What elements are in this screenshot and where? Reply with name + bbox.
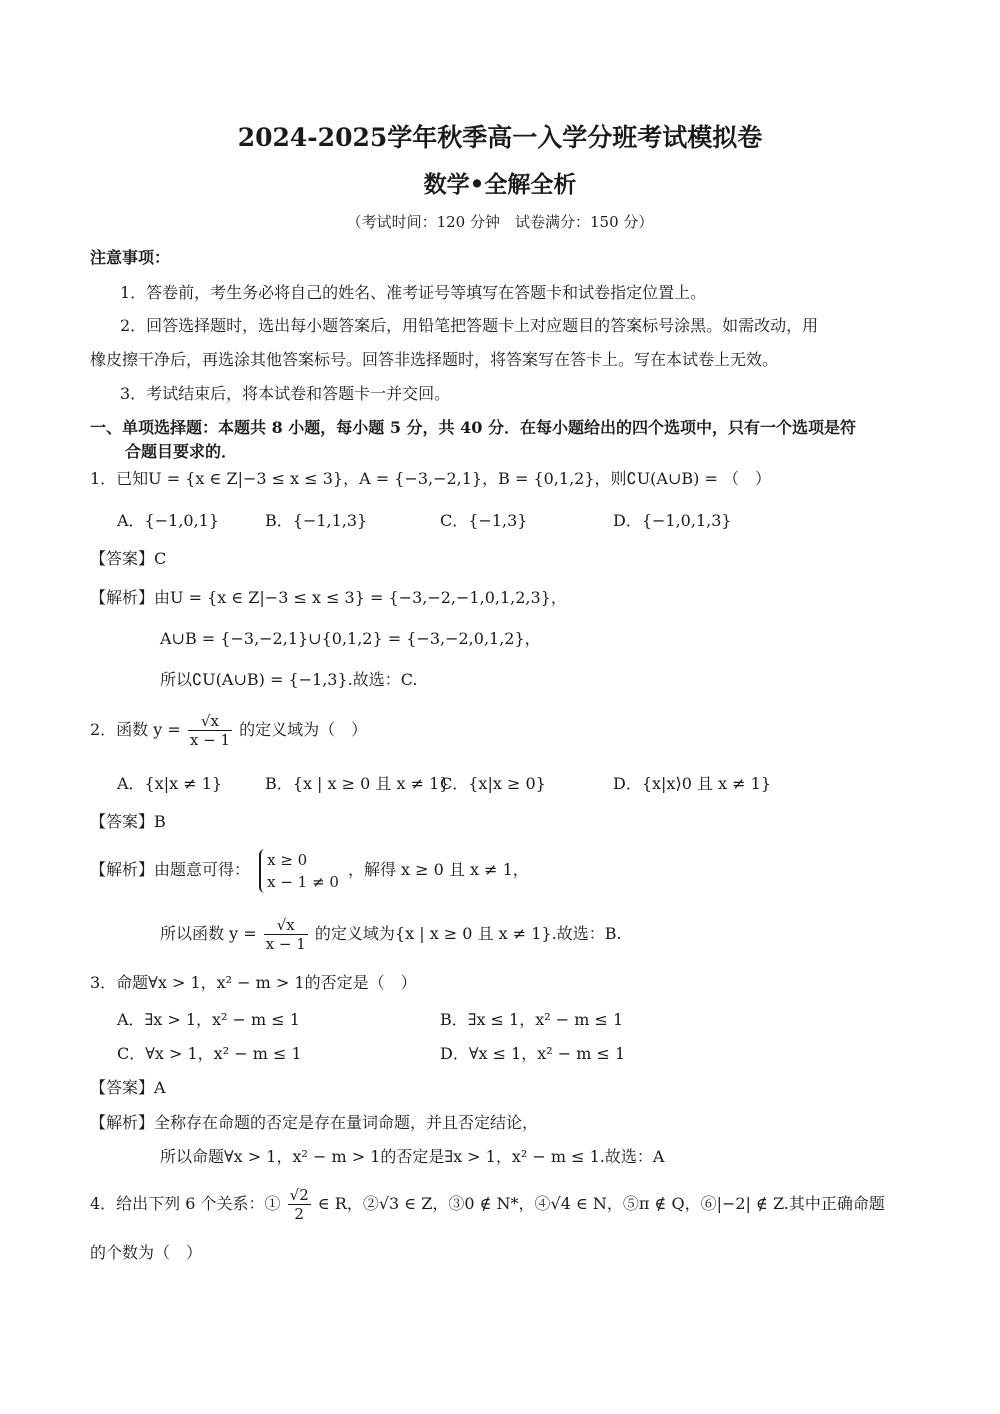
q2-system-row-1: x ≥ 0 bbox=[267, 850, 308, 869]
exam-subtitle: 数学•全解全析 bbox=[423, 171, 577, 198]
q3-answer: 【答案】A bbox=[90, 1078, 166, 1097]
q3-analysis-2: 所以命题∀x > 1，x² − m > 1的否定是∃x > 1，x² − m ≤ 1.故选：A bbox=[160, 1147, 665, 1166]
q3-option-c: C．∀x > 1，x² − m ≤ 1 bbox=[117, 1044, 302, 1063]
q2-analysis-1 bbox=[90, 846, 529, 894]
q2-analysis-fraction bbox=[264, 916, 308, 953]
q4-stem-post: ∈ R，②√3 ∈ Z，③0 ∉ N*，④√4 ∈ N，⑤π ∉ Q，⑥|−2| ∉ Z.其中正确命题 bbox=[317, 1194, 885, 1213]
q4-fraction bbox=[288, 1186, 311, 1223]
q3-stem: 3．命题∀x > 1，x² − m > 1的否定是（ ） bbox=[90, 973, 417, 992]
q4-fraction-num: √2 bbox=[289, 1186, 309, 1204]
q2-inequality-system bbox=[259, 849, 339, 893]
q2-stem-pre: 2．函数 y = bbox=[90, 720, 181, 739]
q1-analysis-1: 【解析】由U = {x ∈ Z|−3 ≤ x ≤ 3} = {−3,−2,−1,0,1,2,3}， bbox=[90, 588, 567, 607]
q1-option-a: A．{−1,0,1} bbox=[117, 511, 220, 530]
q2-analysis-post: ，解得 x ≥ 0 且 x ≠ 1， bbox=[347, 860, 529, 879]
q2-analysis-2 bbox=[160, 912, 622, 956]
q1-analysis-3: 所以∁U(A∪B) = {−1,3}.故选：C. bbox=[160, 670, 418, 689]
q2-analysis-fraction-den: x − 1 bbox=[265, 935, 306, 953]
section-heading-cont: 合题目要求的． bbox=[125, 442, 238, 461]
q2-analysis-fraction-num: √x bbox=[264, 916, 308, 935]
q1-answer: 【答案】C bbox=[90, 549, 167, 568]
q2-fraction-den: x − 1 bbox=[189, 731, 231, 749]
q3-option-b: B．∃x ≤ 1，x² − m ≤ 1 bbox=[440, 1010, 624, 1029]
q2-fraction-num: √x bbox=[188, 712, 232, 731]
q1-option-b: B．{−1,1,3} bbox=[265, 511, 368, 530]
q1-stem: 1．已知U = {x ∈ Z|−3 ≤ x ≤ 3}，A = {−3,−2,1}，B = {0,1,2}，则∁U(A∪B) = （ ） bbox=[90, 469, 771, 488]
section-heading bbox=[90, 416, 920, 464]
q2-option-d: D．{x|x⟩0 且 x ≠ 1} bbox=[613, 774, 772, 793]
q1-option-d: D．{−1,0,1,3} bbox=[613, 511, 732, 530]
q2-fraction bbox=[188, 712, 232, 749]
q2-option-b: B．{x | x ≥ 0 且 x ≠ 1} bbox=[265, 774, 450, 793]
exam-title: 2024-2025学年秋季高一入学分班考试模拟卷 bbox=[237, 123, 763, 152]
q2-analysis-pre: 【解析】由题意可得： bbox=[90, 860, 251, 879]
q1-analysis-2: A∪B = {−3,−2,1}∪{0,1,2} = {−3,−2,0,1,2}， bbox=[160, 629, 541, 648]
q2-stem-post: 的定义域为（ ） bbox=[239, 720, 368, 739]
q4-fraction-den: 2 bbox=[294, 1205, 304, 1223]
q2-system-row-2: x − 1 ≠ 0 bbox=[267, 872, 339, 891]
notice-item-1: 1．答卷前，考生务必将自己的姓名、准考证号等填写在答题卡和试卷指定位置上。 bbox=[120, 283, 707, 302]
q4-stem-cont: 的个数为（ ） bbox=[90, 1243, 203, 1262]
q2-analysis2-post: 的定义域为{x | x ≥ 0 且 x ≠ 1}.故选：B. bbox=[314, 924, 622, 943]
notice-item-2: 2．回答选择题时，选出每小题答案后，用铅笔把答题卡上对应题目的答案标号涂黑。如需改动，用 bbox=[120, 316, 819, 335]
q2-stem bbox=[90, 708, 367, 752]
section-heading-text: 一、单项选择题：本题共 8 小题，每小题 5 分，共 40 分．在每小题给出的四个选项中，只有一个选项是符 bbox=[90, 418, 856, 437]
q2-option-c: C．{x|x ≥ 0} bbox=[440, 774, 546, 793]
q2-option-a: A．{x|x ≠ 1} bbox=[117, 774, 223, 793]
exam-info: （考试时间：120 分钟 试卷满分：150 分） bbox=[346, 213, 654, 231]
q2-analysis2-pre: 所以函数 y = bbox=[160, 924, 257, 943]
notice-item-2-cont: 橡皮擦干净后，再选涂其他答案标号。回答非选择题时，将答案写在答卡上。写在本试卷上无效。 bbox=[90, 350, 779, 369]
q4-stem-pre: 4．给出下列 6 个关系：① bbox=[90, 1194, 281, 1213]
q4-stem bbox=[90, 1182, 885, 1226]
q3-option-d: D．∀x ≤ 1，x² − m ≤ 1 bbox=[440, 1044, 626, 1063]
q3-analysis-1: 【解析】全称存在命题的否定是存在量词命题，并且否定结论， bbox=[90, 1113, 539, 1132]
notice-item-3: 3．考试结束后，将本试卷和答题卡一并交回。 bbox=[120, 384, 451, 403]
notice-heading: 注意事项： bbox=[90, 248, 171, 267]
q1-option-c: C．{−1,3} bbox=[440, 511, 528, 530]
q2-answer: 【答案】B bbox=[90, 812, 166, 831]
q3-option-a: A．∃x > 1，x² − m ≤ 1 bbox=[117, 1010, 300, 1029]
